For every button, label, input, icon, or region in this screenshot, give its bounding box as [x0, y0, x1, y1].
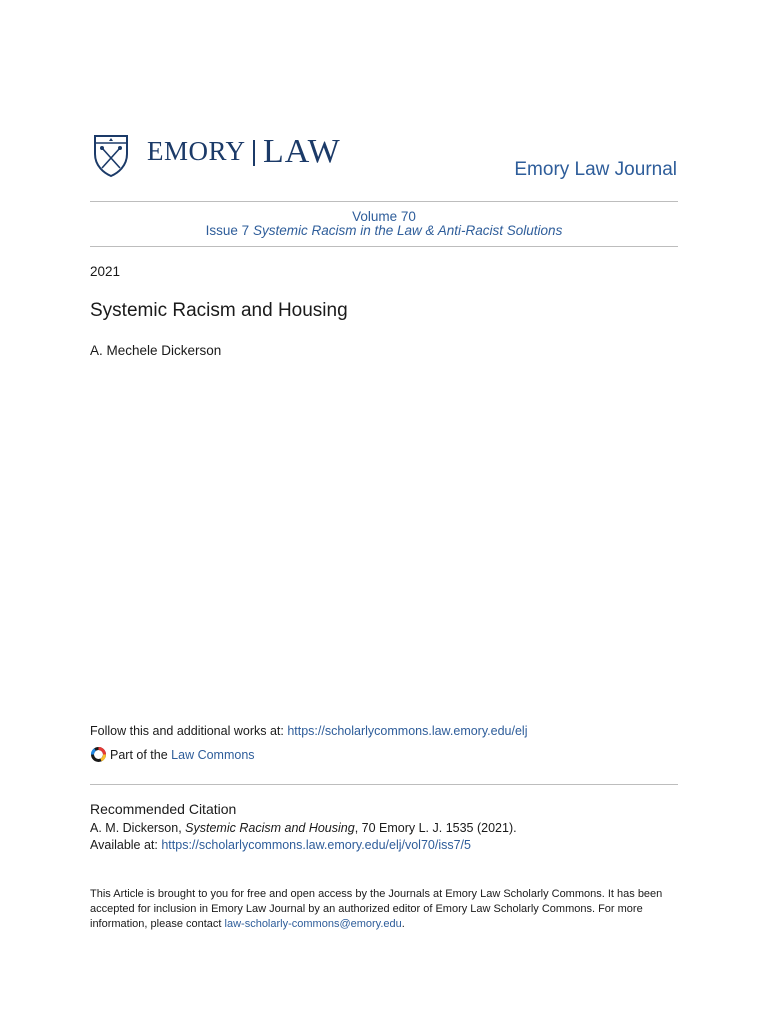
issue-title[interactable]: Systemic Racism in the Law & Anti-Racist Solutions [252, 223, 563, 238]
logo-divider [253, 140, 255, 166]
citation-heading: Recommended Citation [90, 801, 237, 817]
citation-title: Systemic Racism and Housing [185, 821, 355, 835]
follow-line [90, 724, 527, 738]
part-of-line [90, 746, 255, 763]
available-url-link[interactable]: https://scholarlycommons.law.emory.edu/elj/vol70/iss7/5 [161, 838, 471, 852]
contact-email-link[interactable]: law-scholarly-commons@emory.edu [224, 918, 402, 930]
top-divider [90, 201, 678, 202]
mid-divider [90, 246, 678, 247]
article-author[interactable]: A. Mechele Dickerson [90, 343, 222, 358]
logo-law-text: LAW [263, 133, 341, 170]
emory-law-logo [93, 134, 363, 180]
citation-prefix: A. M. Dickerson, [90, 821, 186, 835]
citation-suffix: , 70 Emory L. J. 1535 (2021). [354, 821, 517, 835]
access-notice-end: . [401, 918, 405, 930]
shield-icon [93, 134, 129, 178]
journal-link[interactable]: Emory Law Journal [514, 159, 677, 180]
issue-number[interactable]: Issue 7 [205, 223, 250, 238]
lower-divider [90, 784, 678, 785]
access-notice-text: This Article is brought to you for free and open access by the Journals at Emory Law Scholarly Commons. It has been accepted for inclusion in Emory Law Journal by an authorized editor of Emory Law Scholarly Commons. For more information, please contact [90, 888, 663, 930]
follow-url-link[interactable]: https://scholarlycommons.law.emory.edu/elj [287, 724, 528, 738]
volume-link[interactable]: Volume 70 [352, 209, 416, 224]
article-title: Systemic Racism and Housing [90, 300, 348, 321]
available-prefix: Available at: [90, 838, 162, 852]
available-line [90, 838, 471, 852]
citation-line [90, 821, 517, 835]
publication-year: 2021 [90, 264, 121, 279]
issue-line[interactable] [90, 223, 678, 238]
part-of-prefix: Part of the [110, 747, 168, 762]
logo-emory-text: EMORY [147, 136, 246, 166]
law-commons-link[interactable]: Law Commons [171, 747, 255, 762]
follow-prefix: Follow this and additional works at: [90, 724, 288, 738]
access-notice [90, 887, 680, 932]
network-commons-icon [90, 746, 107, 763]
